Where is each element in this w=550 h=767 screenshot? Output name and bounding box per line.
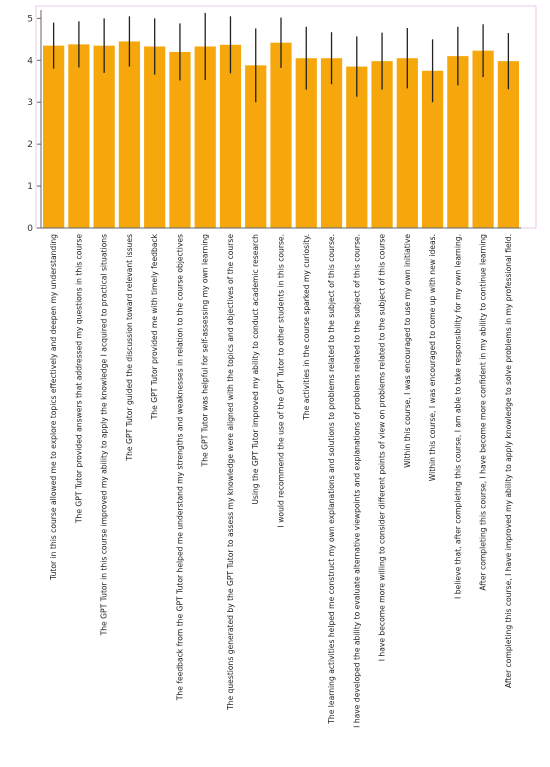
x-tick-label: The activities in the course sparked my curiosity.: [301, 234, 311, 420]
x-tick-label: The GPT Tutor provided answers that addressed my questions in this course: [74, 234, 84, 524]
x-tick-labels-group: [49, 233, 513, 727]
x-tick-label: The learning activities helped me construct my own explanations and solutions to problems related to the subject of this course.: [327, 234, 337, 724]
bar: [94, 46, 115, 228]
x-tick-label: I have developed the ability to evaluate alternative viewpoints and explanations of problems related to the subject of this course.: [352, 234, 362, 728]
x-tick-label: After completing this course, I have improved my ability to apply knowledge to solve problems in my professional field.: [503, 234, 513, 689]
y-ticks-group: [27, 14, 41, 234]
y-tick-label: 5: [27, 14, 33, 25]
bars-group: [43, 41, 519, 228]
x-tick-label: I believe that, after completing this course, I am able to take responsibility for my own learning.: [453, 234, 463, 599]
y-tick-label: 2: [27, 140, 33, 151]
x-tick-label: Using the GPT Tutor improved my ability to conduct academic research: [251, 234, 261, 505]
x-tick-label: The questions generated by the GPT Tutor to assess my knowledge were aligned with the topics and objectives of the course: [225, 234, 235, 710]
x-tick-label: After completing this course, I have become more confident in my ability to continue learning: [478, 234, 488, 591]
x-tick-label: I would recommend the use of the GPT Tutor to other students in this course.: [276, 234, 286, 528]
x-tick-label: Within this course, I was encouraged to use my own initiative: [402, 234, 412, 468]
x-tick-label: Within this course, I was encouraged to come up with new ideas.: [428, 234, 438, 482]
x-tick-label: Tutor in this course allowed me to explore topics effectively and deepen my understanding: [49, 234, 59, 580]
y-tick-label: 4: [27, 56, 33, 67]
x-tick-label: The GPT Tutor in this course improved my ability to apply the knowledge I acquired to practical situations: [99, 234, 109, 636]
bar: [119, 41, 140, 228]
x-tick-label: The GPT Tutor provided me with timely feedback: [150, 234, 160, 420]
x-tick-label: The feedback from the GPT Tutor helped me understand my strengths and weaknesses in relation to the course objectives: [175, 234, 185, 701]
bar: [472, 51, 493, 228]
y-tick-label: 1: [27, 182, 33, 193]
bar: [68, 44, 89, 228]
x-tick-label: I have become more willing to consider different points of view on problems related to the subject of this course: [377, 234, 387, 662]
bar: [270, 43, 291, 228]
bar: [43, 46, 64, 228]
y-tick-label: 0: [27, 224, 33, 234]
x-tick-label: The GPT Tutor guided the discussion toward relevant issues: [124, 234, 134, 461]
x-tick-label: The GPT Tutor was helpful for self-assessing my own learning: [200, 234, 210, 467]
y-tick-label: 3: [27, 98, 33, 109]
